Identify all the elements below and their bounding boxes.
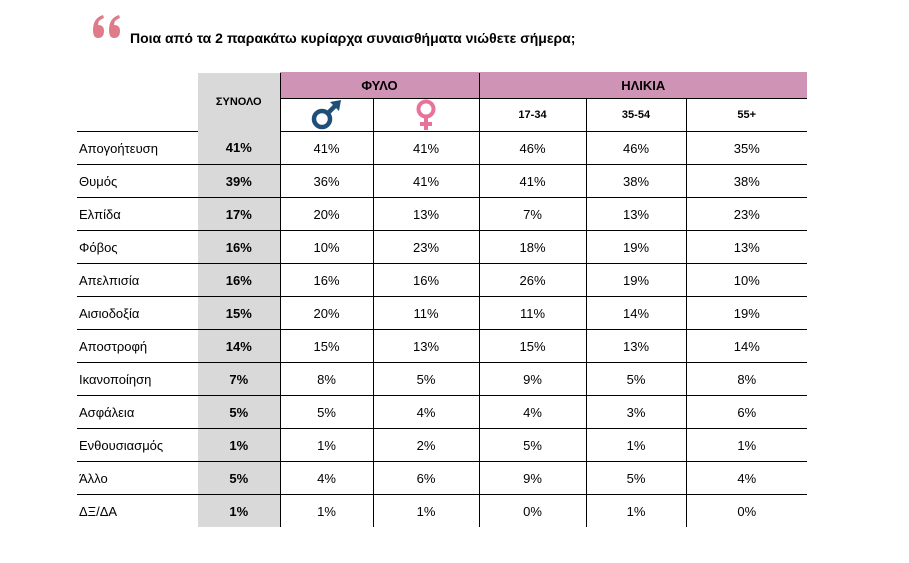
table-row bbox=[77, 495, 807, 528]
age-35-54-cell: 19% bbox=[586, 264, 686, 297]
age-55-plus-cell: 4% bbox=[686, 462, 807, 495]
results-table bbox=[77, 72, 807, 527]
age-35-54-cell: 19% bbox=[586, 231, 686, 264]
age-55-plus-cell: 38% bbox=[686, 165, 807, 198]
age-55-plus-cell: 35% bbox=[686, 132, 807, 165]
male-symbol-icon bbox=[310, 100, 344, 130]
row-label: Φόβος bbox=[77, 231, 198, 264]
age-55-plus-header: 55+ bbox=[686, 99, 807, 132]
age-35-54-cell: 1% bbox=[586, 429, 686, 462]
age-55-plus-cell: 23% bbox=[686, 198, 807, 231]
male-column-header bbox=[280, 99, 373, 132]
age-35-54-cell: 3% bbox=[586, 396, 686, 429]
table-row bbox=[77, 330, 807, 363]
gender-group-header: ΦΥΛΟ bbox=[280, 73, 479, 99]
male-cell: 1% bbox=[280, 429, 373, 462]
female-cell: 6% bbox=[373, 462, 479, 495]
female-cell: 23% bbox=[373, 231, 479, 264]
female-cell: 41% bbox=[373, 132, 479, 165]
total-cell: 7% bbox=[198, 363, 280, 396]
table-row bbox=[77, 363, 807, 396]
age-55-plus-cell: 8% bbox=[686, 363, 807, 396]
male-cell: 20% bbox=[280, 198, 373, 231]
age-55-plus-cell: 10% bbox=[686, 264, 807, 297]
female-cell: 11% bbox=[373, 297, 479, 330]
row-label: Ικανοποίηση bbox=[77, 363, 198, 396]
age-55-plus-cell: 14% bbox=[686, 330, 807, 363]
female-cell: 4% bbox=[373, 396, 479, 429]
row-label: Ενθουσιασμός bbox=[77, 429, 198, 462]
age-17-34-cell: 41% bbox=[479, 165, 586, 198]
total-column-header: ΣΥΝΟΛΟ bbox=[198, 73, 280, 132]
male-cell: 10% bbox=[280, 231, 373, 264]
age-17-34-cell: 0% bbox=[479, 495, 586, 528]
total-cell: 5% bbox=[198, 462, 280, 495]
row-label: Θυμός bbox=[77, 165, 198, 198]
male-cell: 41% bbox=[280, 132, 373, 165]
total-cell: 39% bbox=[198, 165, 280, 198]
male-cell: 20% bbox=[280, 297, 373, 330]
age-17-34-cell: 9% bbox=[479, 363, 586, 396]
total-cell: 16% bbox=[198, 264, 280, 297]
table-row bbox=[77, 165, 807, 198]
row-label: Απογοήτευση bbox=[77, 132, 198, 165]
quote-icon bbox=[90, 12, 124, 42]
female-cell: 41% bbox=[373, 165, 479, 198]
total-cell: 1% bbox=[198, 429, 280, 462]
age-17-34-cell: 46% bbox=[479, 132, 586, 165]
age-17-34-cell: 7% bbox=[479, 198, 586, 231]
age-17-34-cell: 26% bbox=[479, 264, 586, 297]
female-cell: 16% bbox=[373, 264, 479, 297]
age-55-plus-cell: 1% bbox=[686, 429, 807, 462]
table-row bbox=[77, 462, 807, 495]
age-17-34-header: 17-34 bbox=[479, 99, 586, 132]
female-cell: 13% bbox=[373, 198, 479, 231]
age-55-plus-cell: 13% bbox=[686, 231, 807, 264]
male-cell: 5% bbox=[280, 396, 373, 429]
row-label: Αποστροφή bbox=[77, 330, 198, 363]
age-17-34-cell: 11% bbox=[479, 297, 586, 330]
age-35-54-cell: 13% bbox=[586, 198, 686, 231]
age-35-54-cell: 1% bbox=[586, 495, 686, 528]
table-row bbox=[77, 429, 807, 462]
row-label: Απελπισία bbox=[77, 264, 198, 297]
total-cell: 15% bbox=[198, 297, 280, 330]
male-cell: 4% bbox=[280, 462, 373, 495]
age-55-plus-cell: 19% bbox=[686, 297, 807, 330]
age-17-34-cell: 5% bbox=[479, 429, 586, 462]
female-cell: 13% bbox=[373, 330, 479, 363]
age-17-34-cell: 15% bbox=[479, 330, 586, 363]
row-label: ΔΞ/ΔΑ bbox=[79, 503, 118, 519]
total-cell: 5% bbox=[198, 396, 280, 429]
male-cell: 15% bbox=[280, 330, 373, 363]
age-55-plus-cell: 0% bbox=[686, 495, 807, 528]
table-row bbox=[77, 396, 807, 429]
age-35-54-cell: 5% bbox=[586, 363, 686, 396]
total-cell: 17% bbox=[198, 198, 280, 231]
age-17-34-cell: 4% bbox=[479, 396, 586, 429]
age-35-54-cell: 5% bbox=[586, 462, 686, 495]
row-label: Αισιοδοξία bbox=[77, 297, 198, 330]
male-cell: 16% bbox=[280, 264, 373, 297]
female-cell: 5% bbox=[373, 363, 479, 396]
total-cell: 1% bbox=[198, 495, 280, 528]
female-cell: 1% bbox=[373, 495, 479, 528]
table-row bbox=[77, 264, 807, 297]
age-35-54-cell: 14% bbox=[586, 297, 686, 330]
total-cell: 41% bbox=[198, 132, 280, 165]
male-cell: 1% bbox=[280, 495, 373, 528]
age-17-34-cell: 18% bbox=[479, 231, 586, 264]
male-cell: 8% bbox=[280, 363, 373, 396]
total-cell: 14% bbox=[198, 330, 280, 363]
age-group-header: ΗΛΙΚΙΑ bbox=[479, 73, 807, 99]
table-row bbox=[77, 198, 807, 231]
female-cell: 2% bbox=[373, 429, 479, 462]
row-label: Άλλο bbox=[77, 462, 198, 495]
age-17-34-cell: 9% bbox=[479, 462, 586, 495]
row-label: Ελπίδα bbox=[77, 198, 198, 231]
table-row bbox=[77, 231, 807, 264]
female-symbol-icon bbox=[414, 99, 438, 131]
table-row bbox=[77, 297, 807, 330]
age-35-54-cell: 46% bbox=[586, 132, 686, 165]
female-column-header bbox=[373, 99, 479, 132]
male-cell: 36% bbox=[280, 165, 373, 198]
age-35-54-cell: 38% bbox=[586, 165, 686, 198]
table-row bbox=[77, 132, 807, 165]
age-35-54-header: 35-54 bbox=[586, 99, 686, 132]
age-55-plus-cell: 6% bbox=[686, 396, 807, 429]
age-35-54-cell: 13% bbox=[586, 330, 686, 363]
total-cell: 16% bbox=[198, 231, 280, 264]
row-label: Ασφάλεια bbox=[77, 396, 198, 429]
survey-question: Ποια από τα 2 παρακάτω κυρίαρχα συναισθήματα νιώθετε σήμερα; bbox=[130, 30, 576, 46]
